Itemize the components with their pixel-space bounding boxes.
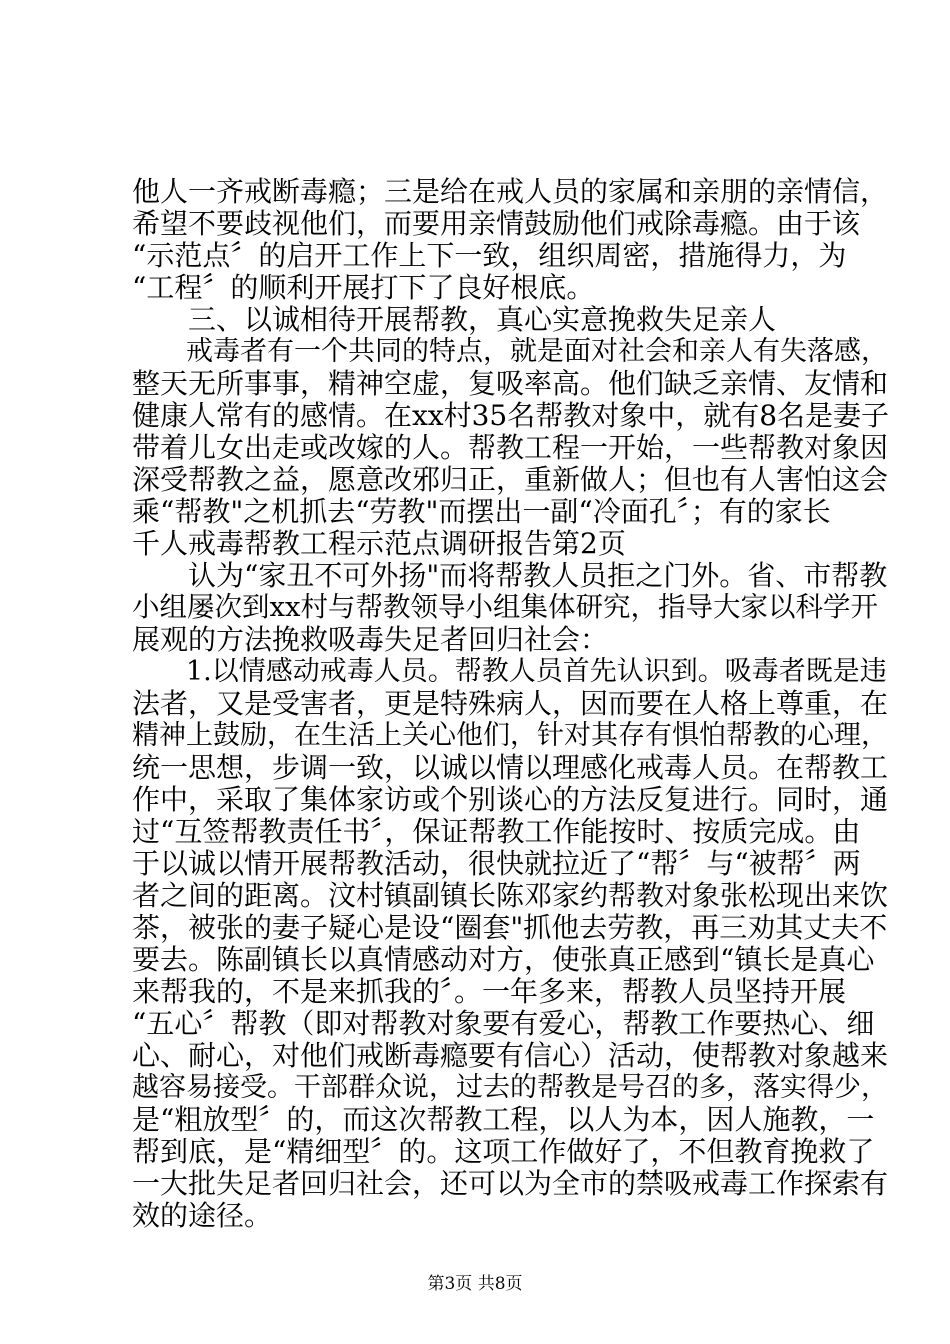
section-heading: 三、以诚相待开展帮教，真心实意挽救失足亲人 xyxy=(132,303,777,336)
text-line: 效的途径。 xyxy=(132,1199,273,1232)
text-line: 认为“家丑不可外扬"而将帮教人员拒之门外。省、市帮教 xyxy=(132,559,888,592)
text-line: “五心〞帮教（即对帮教对象要有爱心，帮教工作要热心、细 xyxy=(132,1007,875,1040)
text-line: 法者，又是受害者，更是特殊病人，因而要在人格上尊重，在 xyxy=(132,687,889,720)
text-line: 戒毒者有一个共同的特点，就是面对社会和亲人有失落感， xyxy=(132,336,888,367)
text-line: 带着儿女出走或改嫁的人。帮教工程一开始，一些帮教对象因 xyxy=(132,431,889,464)
text-line: 希望不要歧视他们，而要用亲情鼓励他们戒除毒瘾。由于该 xyxy=(132,207,861,240)
text-line: 心、耐心，对他们戒断毒瘾要有信心）活动，使帮教对象越来 xyxy=(132,1039,889,1072)
text-line: 整天无所事事，精神空虚，复吸率高。他们缺乏亲情、友情和 xyxy=(132,367,889,400)
text-line: “工程〞的顺利开展打下了良好根底。 xyxy=(132,271,595,304)
text-line: 来帮我的，不是来抓我的〞。一年多来，帮教人员坚持开展 xyxy=(132,975,847,1008)
text-line: 深受帮教之益，愿意改邪归正，重新做人；但也有人害怕这会 xyxy=(132,463,889,496)
text-line: “示范点〞的启开工作上下一致，组织周密，措施得力，为 xyxy=(132,239,847,272)
text-line: 健康人常有的感情。在xx村35名帮教对象中，就有8名是妻子 xyxy=(132,399,890,432)
text-line: 乘“帮教"之机抓去“劳教"而摆出一副“冷面孔〞；有的家长 xyxy=(132,495,831,528)
text-line: 一大批失足者回归社会，还可以为全市的禁吸戒毒工作探索有 xyxy=(132,1167,889,1200)
text-line: 过“互签帮教责任书〞，保证帮教工作能按时、按质完成。由 xyxy=(132,815,861,848)
text-line: 展观的方法挽救吸毒失足者回归社会： xyxy=(132,623,609,656)
text-line: 越容易接受。干部群众说，过去的帮教是号召的多，落实得少， xyxy=(132,1072,888,1103)
text-line: 帮到底，是“精细型〞的。这项工作做好了，不但教育挽救了 xyxy=(132,1135,875,1168)
text-line: 者之间的距离。汶村镇副镇长陈邓家约帮教对象张松现出来饮 xyxy=(132,879,889,912)
running-title: 千人戒毒帮教工程示范点调研报告第2页 xyxy=(132,527,626,560)
text-line: 小组屡次到xx村与帮教领导小组集体研究，指导大家以科学开 xyxy=(132,591,879,623)
text-line: 作中，采取了集体家访或个别谈心的方法反复进行。同时，通 xyxy=(132,783,889,816)
text-line: 精神上鼓励，在生活上关心他们，针对其存有惧怕帮教的心理， xyxy=(132,720,888,751)
text-line: 要去。陈副镇长以真情感动对方，使张真正感到“镇长是真心 xyxy=(132,943,875,976)
text-line: 于以诚以情开展帮教活动，很快就拉近了“帮〞与“被帮〞两 xyxy=(132,847,861,880)
text-line: 他人一齐戒断毒瘾；三是给在戒人员的家属和亲朋的亲情信， xyxy=(132,175,889,208)
page-number-footer: 第3页 共8页 xyxy=(427,1274,523,1294)
text-line: 1.以情感动戒毒人员。帮教人员首先认识到。吸毒者既是违 xyxy=(132,656,887,687)
text-line: 是“粗放型〞的，而这次帮教工程，以人为本，因人施教，一 xyxy=(132,1103,875,1136)
text-line: 统一思想，步调一致，以诚以情以理感化戒毒人员。在帮教工 xyxy=(132,751,889,784)
text-line: 茶，被张的妻子疑心是设“圈套"抓他去劳教，再三劝其丈夫不 xyxy=(132,911,888,944)
